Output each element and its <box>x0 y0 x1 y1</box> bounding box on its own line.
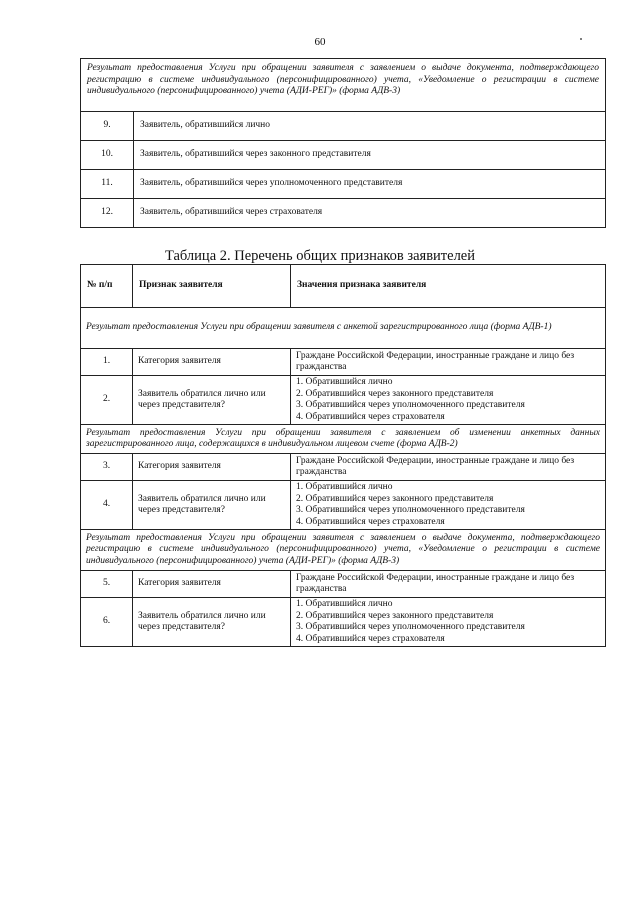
row-number: 2. <box>81 376 133 425</box>
value-item: 2. Обратившийся через законного представителя <box>296 610 494 621</box>
row-number: 1. <box>81 349 133 376</box>
scan-speck <box>580 38 582 40</box>
attribute-value: Граждане Российской Федерации, иностранные граждане и лицо без гражданства <box>291 571 606 598</box>
value-item: 1. Обратившийся лично <box>296 377 393 387</box>
row-text: Заявитель, обратившийся через уполномоченного представителя <box>134 170 606 199</box>
row-text: Заявитель, обратившийся лично <box>134 112 606 141</box>
section-caption: Результат предоставления Услуги при обращении заявителя с заявлением об изменении анкетных данных зарегистрированного лица, содержащихся в индивидуальном лицевом счете (форма АДВ-2) <box>81 425 606 454</box>
row-number: 11. <box>81 170 134 199</box>
row-number: 12. <box>81 199 134 228</box>
table1-caption-row <box>81 59 606 112</box>
table-row <box>81 481 606 530</box>
header-number: № п/п <box>81 265 133 308</box>
table-row <box>81 454 606 481</box>
value-item: 2. Обратившийся через законного представителя <box>296 388 494 399</box>
value-item: 3. Обратившийся через уполномоченного представителя <box>296 622 525 632</box>
row-number: 9. <box>81 112 134 141</box>
table-applicants-adv3 <box>80 58 606 228</box>
table2-title: Таблица 2. Перечень общих признаков заявителей <box>164 248 475 264</box>
row-number: 6. <box>81 598 133 647</box>
table-applicant-attributes <box>80 264 606 647</box>
row-number: 4. <box>81 481 133 530</box>
value-item: 1. Обратившийся лично <box>296 482 393 492</box>
value-item: 3. Обратившийся через уполномоченного представителя <box>296 400 525 410</box>
row-number: 10. <box>81 141 134 170</box>
row-text: Заявитель, обратившийся через страхователя <box>134 199 606 228</box>
header-values: Значения признака заявителя <box>291 265 606 308</box>
row-text: Заявитель, обратившийся через законного представителя <box>134 141 606 170</box>
attribute-value: Граждане Российской Федерации, иностранные граждане и лицо без гражданства <box>291 454 606 481</box>
attribute-name: Заявитель обратился лично или через представителя? <box>133 376 291 425</box>
section-row <box>81 425 606 454</box>
value-item: 2. Обратившийся через законного представителя <box>296 493 494 504</box>
page-number: 60 <box>314 36 326 48</box>
table-row <box>81 376 606 425</box>
row-number: 3. <box>81 454 133 481</box>
attribute-name: Категория заявителя <box>133 571 291 598</box>
attribute-name: Заявитель обратился лично или через представителя? <box>133 598 291 647</box>
attribute-values <box>291 481 606 530</box>
value-item: 4. Обратившийся через страхователя <box>296 516 445 527</box>
section-caption: Результат предоставления Услуги при обращении заявителя с анкетой зарегистрированного лица (форма АДВ-1) <box>81 308 606 349</box>
value-item: 1. Обратившийся лично <box>296 599 393 609</box>
attribute-value: Граждане Российской Федерации, иностранные граждане и лицо без гражданства <box>291 349 606 376</box>
row-number: 5. <box>81 571 133 598</box>
table-row <box>81 349 606 376</box>
table2-header-row <box>81 265 606 308</box>
section-caption: Результат предоставления Услуги при обращении заявителя с заявлением о выдаче документа, подтверждающего регистрацию в системе индивидуального (персонифицированного) учета, «Уведомление о регистрации в системе индивидуального (персонифицированного) учета (АДИ-РЕГ)» (форма АДВ-3) <box>81 530 606 571</box>
section-row <box>81 530 606 571</box>
attribute-values <box>291 376 606 425</box>
value-item: 4. Обратившийся через страхователя <box>296 411 445 422</box>
table-row <box>81 112 606 141</box>
table-row <box>81 199 606 228</box>
table-row <box>81 598 606 647</box>
value-item: 4. Обратившийся через страхователя <box>296 633 445 644</box>
attribute-name: Категория заявителя <box>133 454 291 481</box>
table-row <box>81 571 606 598</box>
section-row <box>81 308 606 349</box>
value-item: 3. Обратившийся через уполномоченного представителя <box>296 505 525 515</box>
attribute-name: Категория заявителя <box>133 349 291 376</box>
table-row <box>81 170 606 199</box>
table-row <box>81 141 606 170</box>
attribute-values <box>291 598 606 647</box>
header-attribute: Признак заявителя <box>133 265 291 308</box>
attribute-name: Заявитель обратился лично или через представителя? <box>133 481 291 530</box>
table1-caption: Результат предоставления Услуги при обращении заявителя с заявлением о выдаче документа, подтверждающего регистрацию в системе индивидуального (персонифицированного) учета, «Уведомление о регистрации в системе индивидуального (персонифицированного) учета (АДИ-РЕГ)» (форма АДВ-3) <box>81 59 606 112</box>
